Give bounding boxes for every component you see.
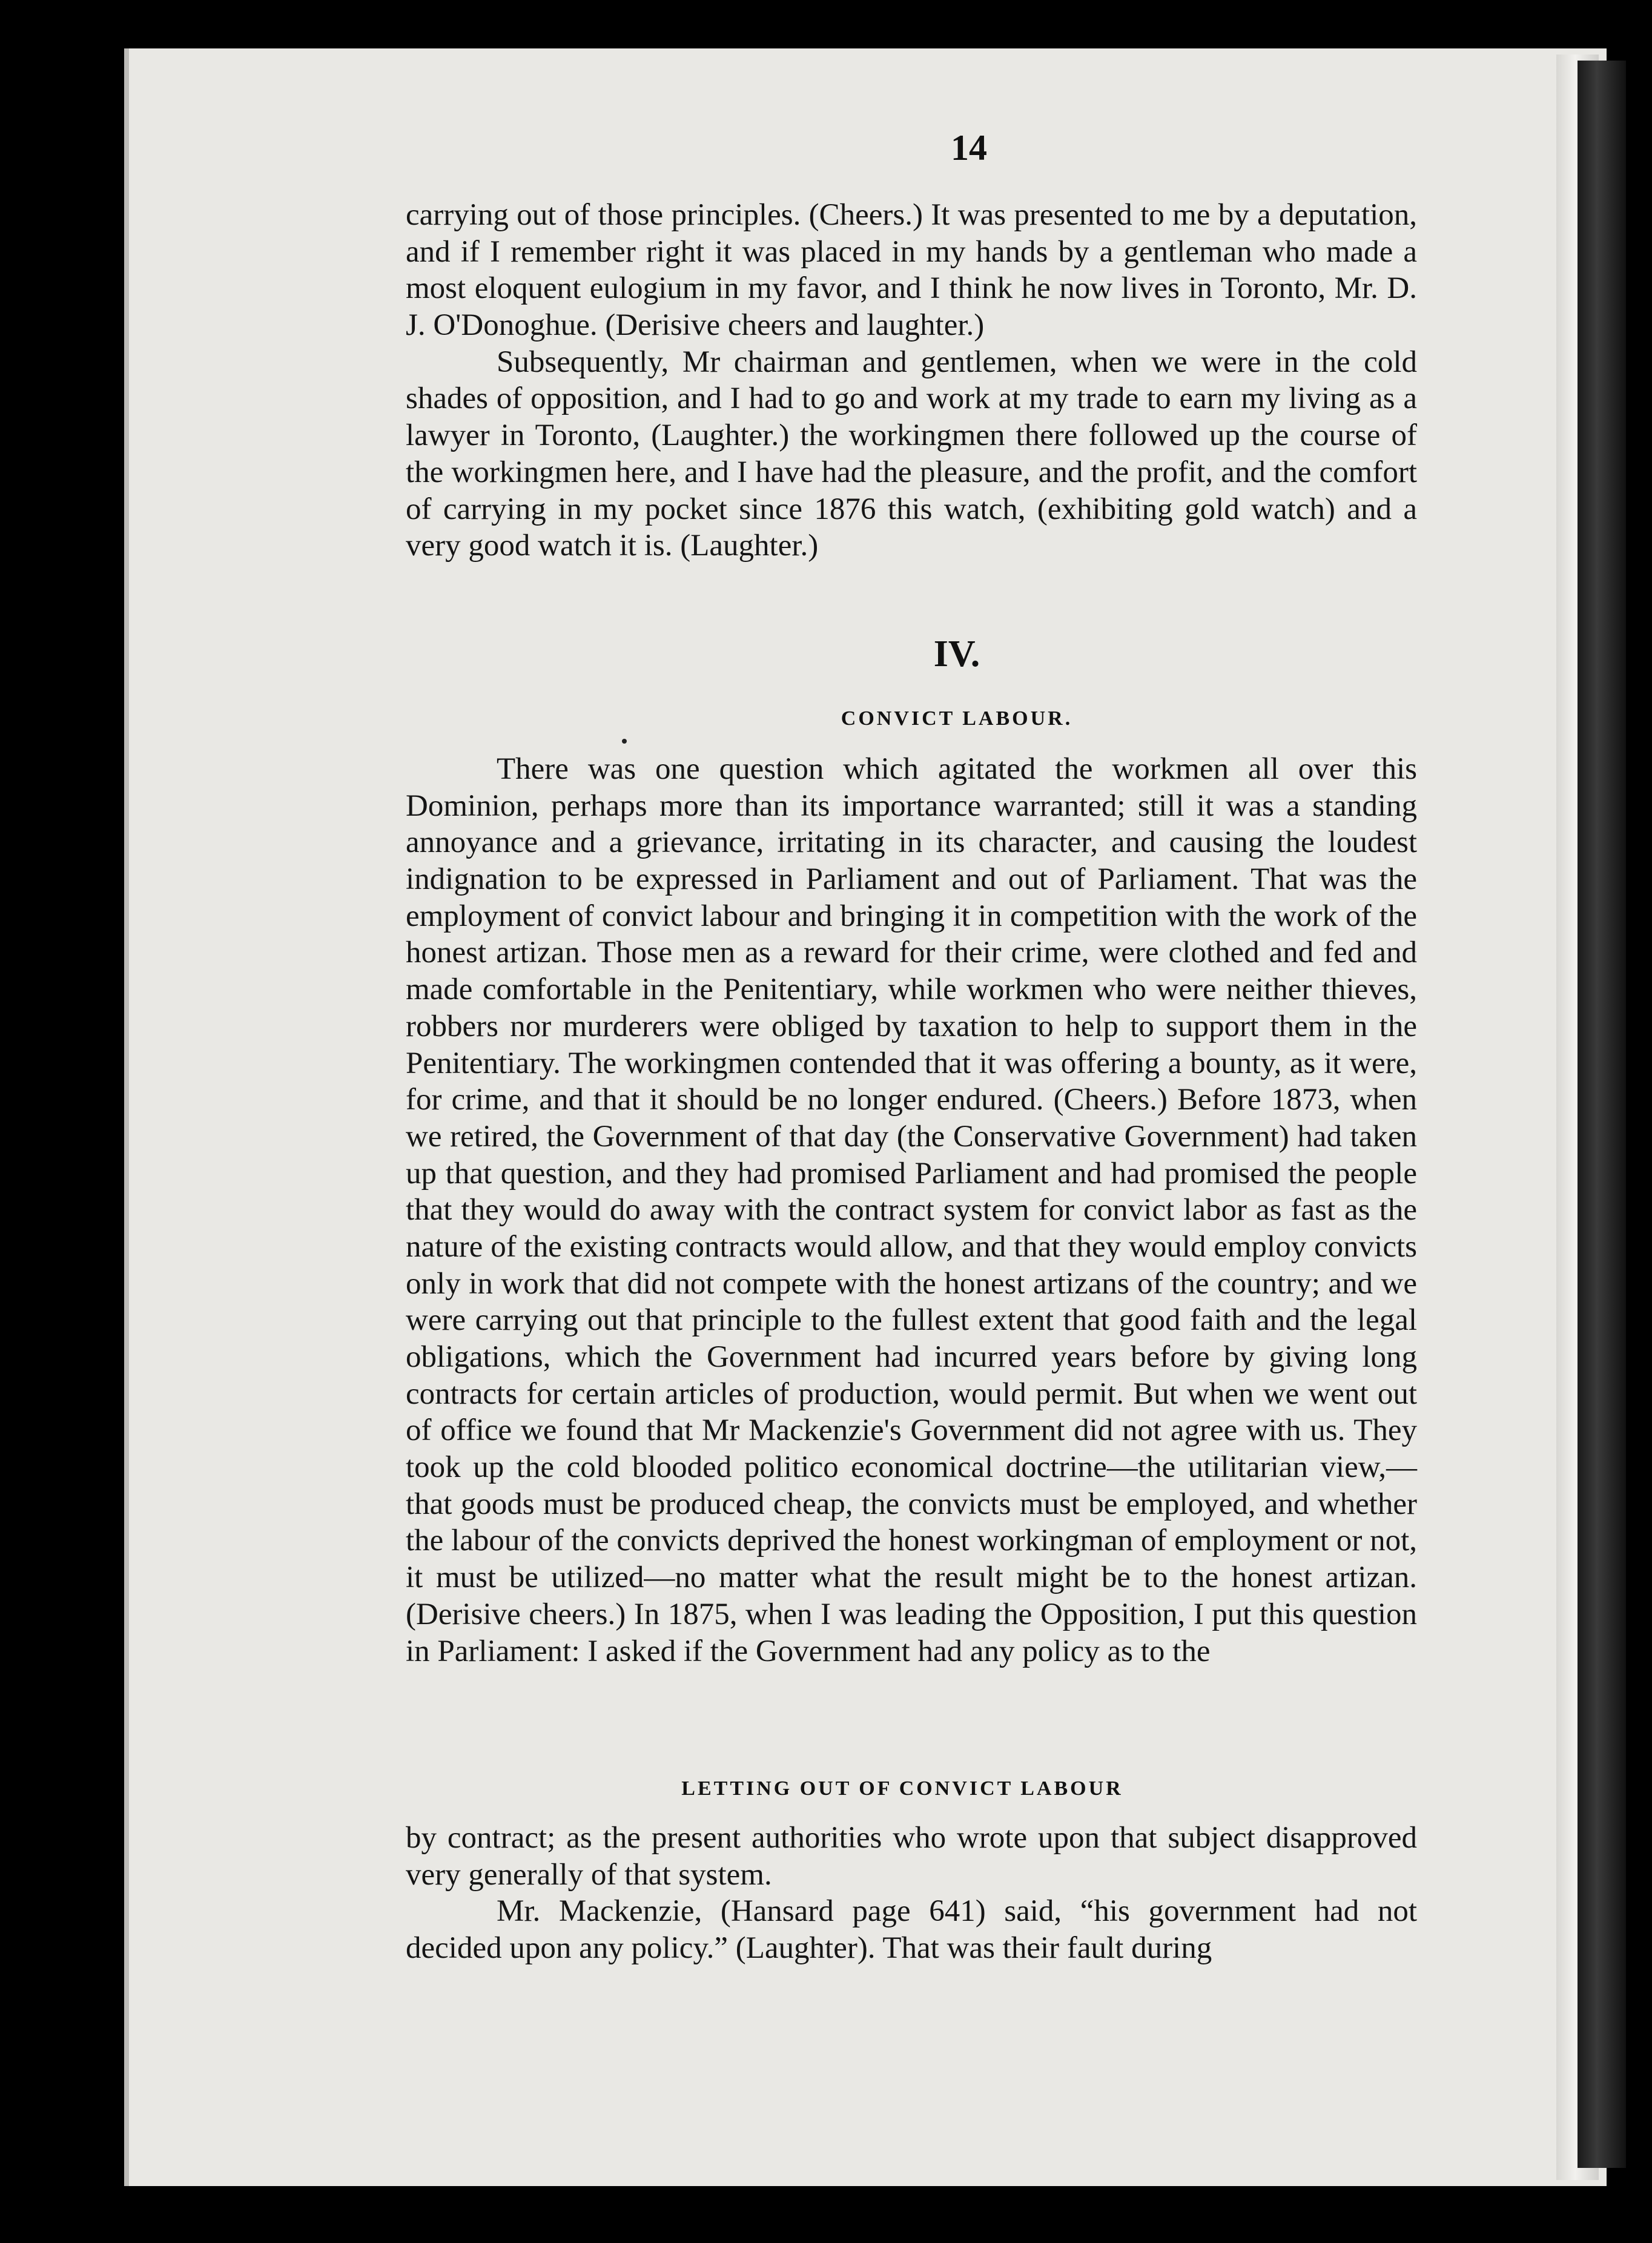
subheading: LETTING OUT OF CONVICT LABOUR	[681, 1777, 1123, 1800]
page-number: 14	[951, 128, 987, 168]
paragraph-3-block	[406, 751, 1417, 1670]
book-gutter	[1578, 61, 1626, 2168]
paragraph-2: Subsequently, Mr chairman and gentlemen, when we were in the cold shades of opposition, and I had to go and work at my trade to earn my living as a lawyer in Toronto, (Laughter.) the workingmen there followed up the course of the workingmen here, and I have had the pleasure, and the profit, and the comfort of carrying in my pocket since 1876 this watch, (exhibiting gold watch) and a very good watch it is. (Laughter.)	[406, 345, 1417, 563]
paragraph-4: by contract; as the present authorities who wrote upon that subject disapproved very generally of that system.	[406, 1821, 1417, 1892]
ink-speck	[622, 739, 627, 744]
paragraph-3: There was one question which agitated the workmen all over this Dominion, perhaps more than its importance warranted; still it was a standing annoyance and a grievance, irritating in its character, and causing the loudest indignation to be expressed in Parliament and out of Parliament. That was the employment of convict labour and bringing it in competition with the work of the honest artizan. Those men as a reward for their crime, were clothed and fed and made comfortable in the Penitentiary, while workmen who were neither thieves, robbers nor murderers were obliged by taxation to help to support them in the Penitentiary. The workingmen contended that it was offering a bounty, as it were, for crime, and that it should be no longer endured. (Cheers.) Before 1873, when we retired, the Government of that day (the Conservative Government) had taken up that question, and they had promised Parliament and had promised the people that they would do away with the contract system for convict labor as fast as the nature of the existing contracts would allow, and that they would employ convicts only in work that did not compete with the honest artizans of the country; and we were carrying out that principle to the fullest extent that good faith and the legal obligations, which the Government had incurred years before by giving long contracts for certain articles of production, would permit. But when we went out of office we found that Mr Mackenzie's Government did not agree with us. They took up the cold blooded politico economical doctrine—the utilitarian view,—that goods must be produced cheap, the convicts must be employed, and whether the labour of the convicts deprived the honest workingman of employment or not, it must be utilized—no matter what the result might be to the honest artizan. (Derisive cheers.) In 1875, when I was leading the Opposition, I put this question in Parliament: I asked if the Government had any policy as to the	[406, 752, 1417, 1668]
paragraph-1: carrying out of those principles. (Cheers.) It was presented to me by a deputation, and if I remember right it was placed in my hands by a gentleman who made a most eloquent eulogium in my favor, and I think he now lives in Toronto, Mr. D. J. O'Donoghue. (Derisive cheers and laughter.)	[406, 198, 1417, 343]
section-numeral: IV.	[933, 633, 980, 675]
paragraph-1-block	[406, 197, 1417, 564]
paragraph-4-block	[406, 1820, 1417, 1967]
paragraph-5: Mr. Mackenzie, (Hansard page 641) said, “his government had not decided upon any policy.” (Laughter). That was their fault during	[406, 1894, 1417, 1966]
section-heading: CONVICT LABOUR.	[841, 707, 1073, 730]
